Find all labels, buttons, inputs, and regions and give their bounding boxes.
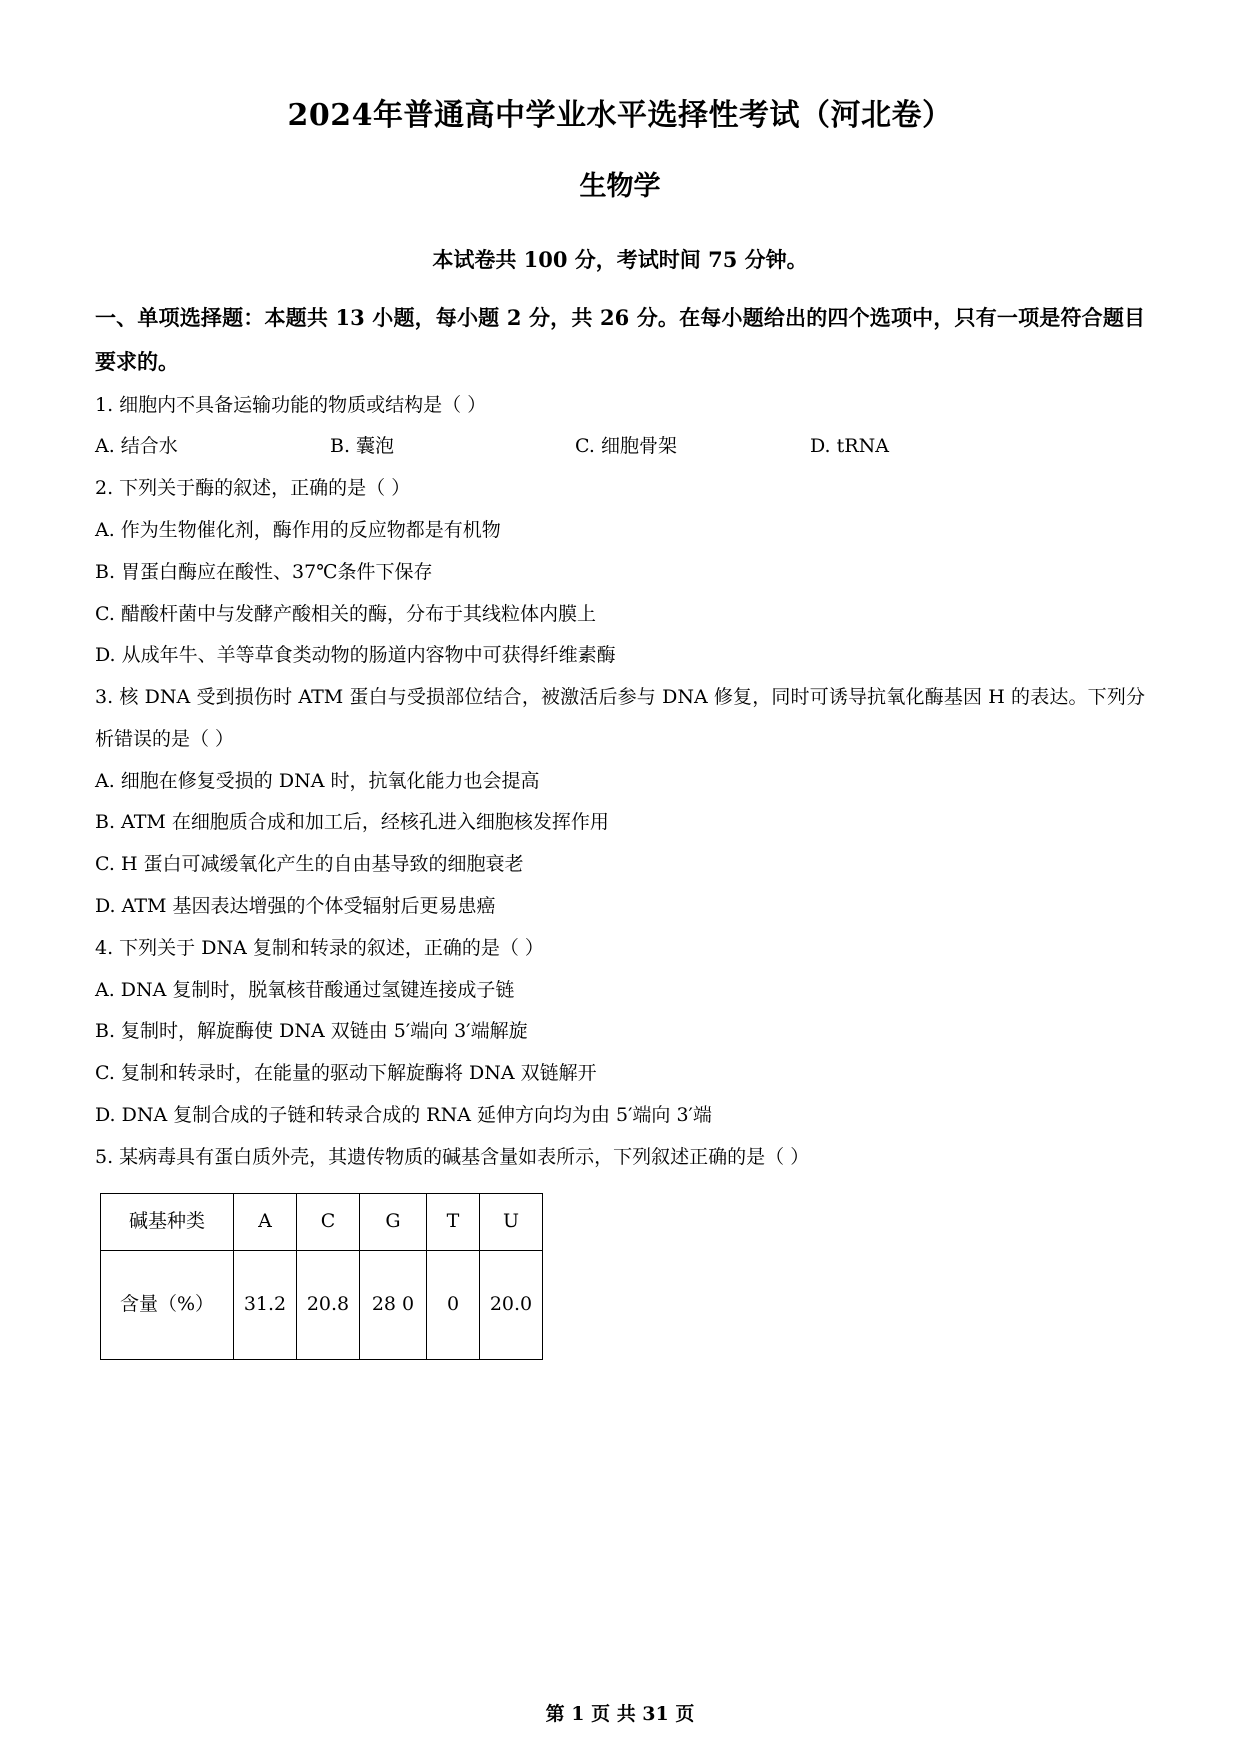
base-composition-table [100,1193,543,1360]
table-cell: 20.0 [480,1250,543,1359]
option-item: D. tRNA [810,435,889,458]
option-item: D. DNA 复制合成的子链和转录合成的 RNA 延伸方向均为由 5′端向 3′端 [95,1104,712,1127]
table-header-cell: C [297,1193,360,1250]
table-cell: 含量（%） [101,1250,234,1359]
subject-title: 生物学 [579,170,661,202]
table-row [101,1250,543,1359]
option-item: B. ATM 在细胞质合成和加工后，经核孔进入细胞核发挥作用 [95,811,609,834]
section-heading: 一、单项选择题：本题共 13 小题，每小题 2 分，共 26 分。在每小题给出的四个选项中，只有一项是符合题目要求的。 [95,305,1145,375]
option-item: B. 囊泡 [330,435,395,458]
table-header-cell: U [480,1193,543,1250]
option-item: C. 细胞骨架 [575,435,677,458]
option-item: A. 细胞在修复受损的 DNA 时，抗氧化能力也会提高 [95,769,540,792]
question-stem: 3. 核 DNA 受到损伤时 ATM 蛋白与受损部位结合，被激活后参与 DNA 修复，同时可诱导抗氧化酶基因 H 的表达。下列分析错误的是（ ） [95,686,1145,750]
option-item: B. 胃蛋白酶应在酸性、37℃条件下保存 [95,560,433,583]
option-item: A. 结合水 [95,435,178,458]
question-stem: 5. 某病毒具有蛋白质外壳，其遗传物质的碱基含量如表所示，下列叙述正确的是（ ） [95,1145,810,1168]
option-item: D. ATM 基因表达增强的个体受辐射后更易患癌 [95,895,496,918]
table-cell: 20.8 [297,1250,360,1359]
option-item: B. 复制时，解旋酶使 DNA 双链由 5′端向 3′端解旋 [95,1020,528,1043]
option-item: C. 醋酸杆菌中与发酵产酸相关的酶，分布于其线粒体内膜上 [95,602,596,625]
table-header-cell: 碱基种类 [101,1193,234,1250]
exam-info: 本试卷共 100 分，考试时间 75 分钟。 [432,246,808,272]
table-header-cell: A [234,1193,297,1250]
option-item: A. 作为生物催化剂，酶作用的反应物都是有机物 [95,518,501,541]
option-item: D. 从成年牛、羊等草食类动物的肠道内容物中可获得纤维素酶 [95,644,616,667]
base-composition-table-wrap [95,1179,1145,1360]
option-item: C. H 蛋白可减缓氧化产生的自由基导致的细胞衰老 [95,853,524,876]
table-header-row [101,1193,543,1250]
table-header-cell: T [427,1193,480,1250]
page-title: 2024年普通高中学业水平选择性考试（河北卷） [287,98,953,133]
question-stem: 4. 下列关于 DNA 复制和转录的叙述，正确的是（ ） [95,936,544,959]
option-item: A. DNA 复制时，脱氧核苷酸通过氢键连接成子链 [95,978,515,1001]
table-cell: 31.2 [234,1250,297,1359]
question-stem: 2. 下列关于酶的叙述，正确的是（ ） [95,477,411,500]
question-stem: 1. 细胞内不具备运输功能的物质或结构是（ ） [95,393,487,416]
table-cell: 0 [427,1250,480,1359]
table-cell: 28 0 [360,1250,427,1359]
table-header-cell: G [360,1193,427,1250]
page-footer: 第 1 页 共 31 页 [545,1703,695,1725]
question-options [95,426,1145,468]
option-item: C. 复制和转录时，在能量的驱动下解旋酶将 DNA 双链解开 [95,1062,597,1085]
